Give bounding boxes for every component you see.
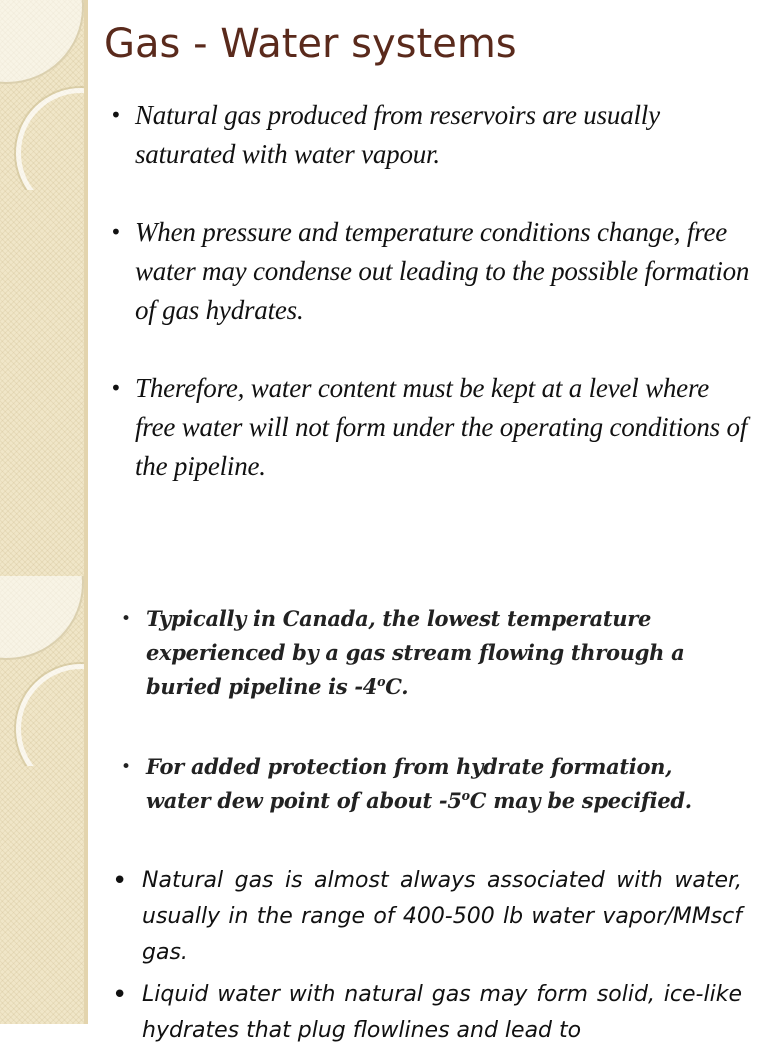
ornament-disc: [0, 0, 84, 84]
degree-symbol: o: [377, 674, 386, 689]
bullet-item: [112, 977, 742, 1049]
bullet-dot: •: [112, 980, 128, 1010]
bullet-text: Therefore, water content must be kept at a level where free water will not form under the operating conditions of the pipeline.: [135, 373, 748, 481]
bullet-dot: •: [110, 103, 122, 127]
bullet-dot: •: [121, 757, 131, 777]
slide-title: Gas - Water systems: [104, 21, 517, 67]
bullet-text: Natural gas produced from reservoirs are usually saturated with water vapour.: [135, 100, 660, 169]
bullet-item: [110, 369, 755, 486]
ornament-disc: [0, 576, 84, 660]
sidebar-edge: [84, 0, 88, 1024]
bullet-dot: •: [112, 866, 128, 896]
bullet-text: When pressure and temperature conditions change, free water may condense out leading to the possible formation of gas hydrates.: [135, 217, 750, 325]
bullet-text: For added protection from hydrate formation, water dew point of about -5$^o$C may be specified.: [146, 754, 692, 813]
bullet-dot: •: [121, 609, 131, 629]
bullet-text: Natural gas is almost always associated with water, usually in the range of 400-500 lb water vapor/MMscf gas.: [142, 868, 742, 965]
sidebar-ornament-top: [0, 0, 84, 190]
primary-bullet-list: [110, 96, 755, 486]
bullet-text: Liquid water with natural gas may form solid, ice-like hydrates that plug flowlines and lead to: [142, 982, 742, 1043]
ornament-ring: [16, 664, 84, 766]
tertiary-bullet-list: [112, 863, 742, 1049]
bullet-text: Typically in Canada, the lowest temperature experienced by a gas stream flowing through a buried pipeline is -4$^o$C.: [146, 606, 685, 699]
sidebar-ornament-middle: [0, 576, 84, 766]
degree-symbol: o: [461, 788, 470, 803]
bullet-item: [121, 602, 741, 704]
bullet-item: [110, 213, 755, 330]
secondary-bullet-list: [121, 602, 741, 818]
decorative-sidebar: [0, 0, 84, 1024]
bullet-item: [110, 96, 755, 174]
bullet-dot: •: [110, 376, 122, 400]
bullet-dot: •: [110, 220, 122, 244]
bullet-item: [112, 863, 742, 971]
ornament-ring: [16, 88, 84, 190]
bullet-item: [121, 750, 741, 818]
